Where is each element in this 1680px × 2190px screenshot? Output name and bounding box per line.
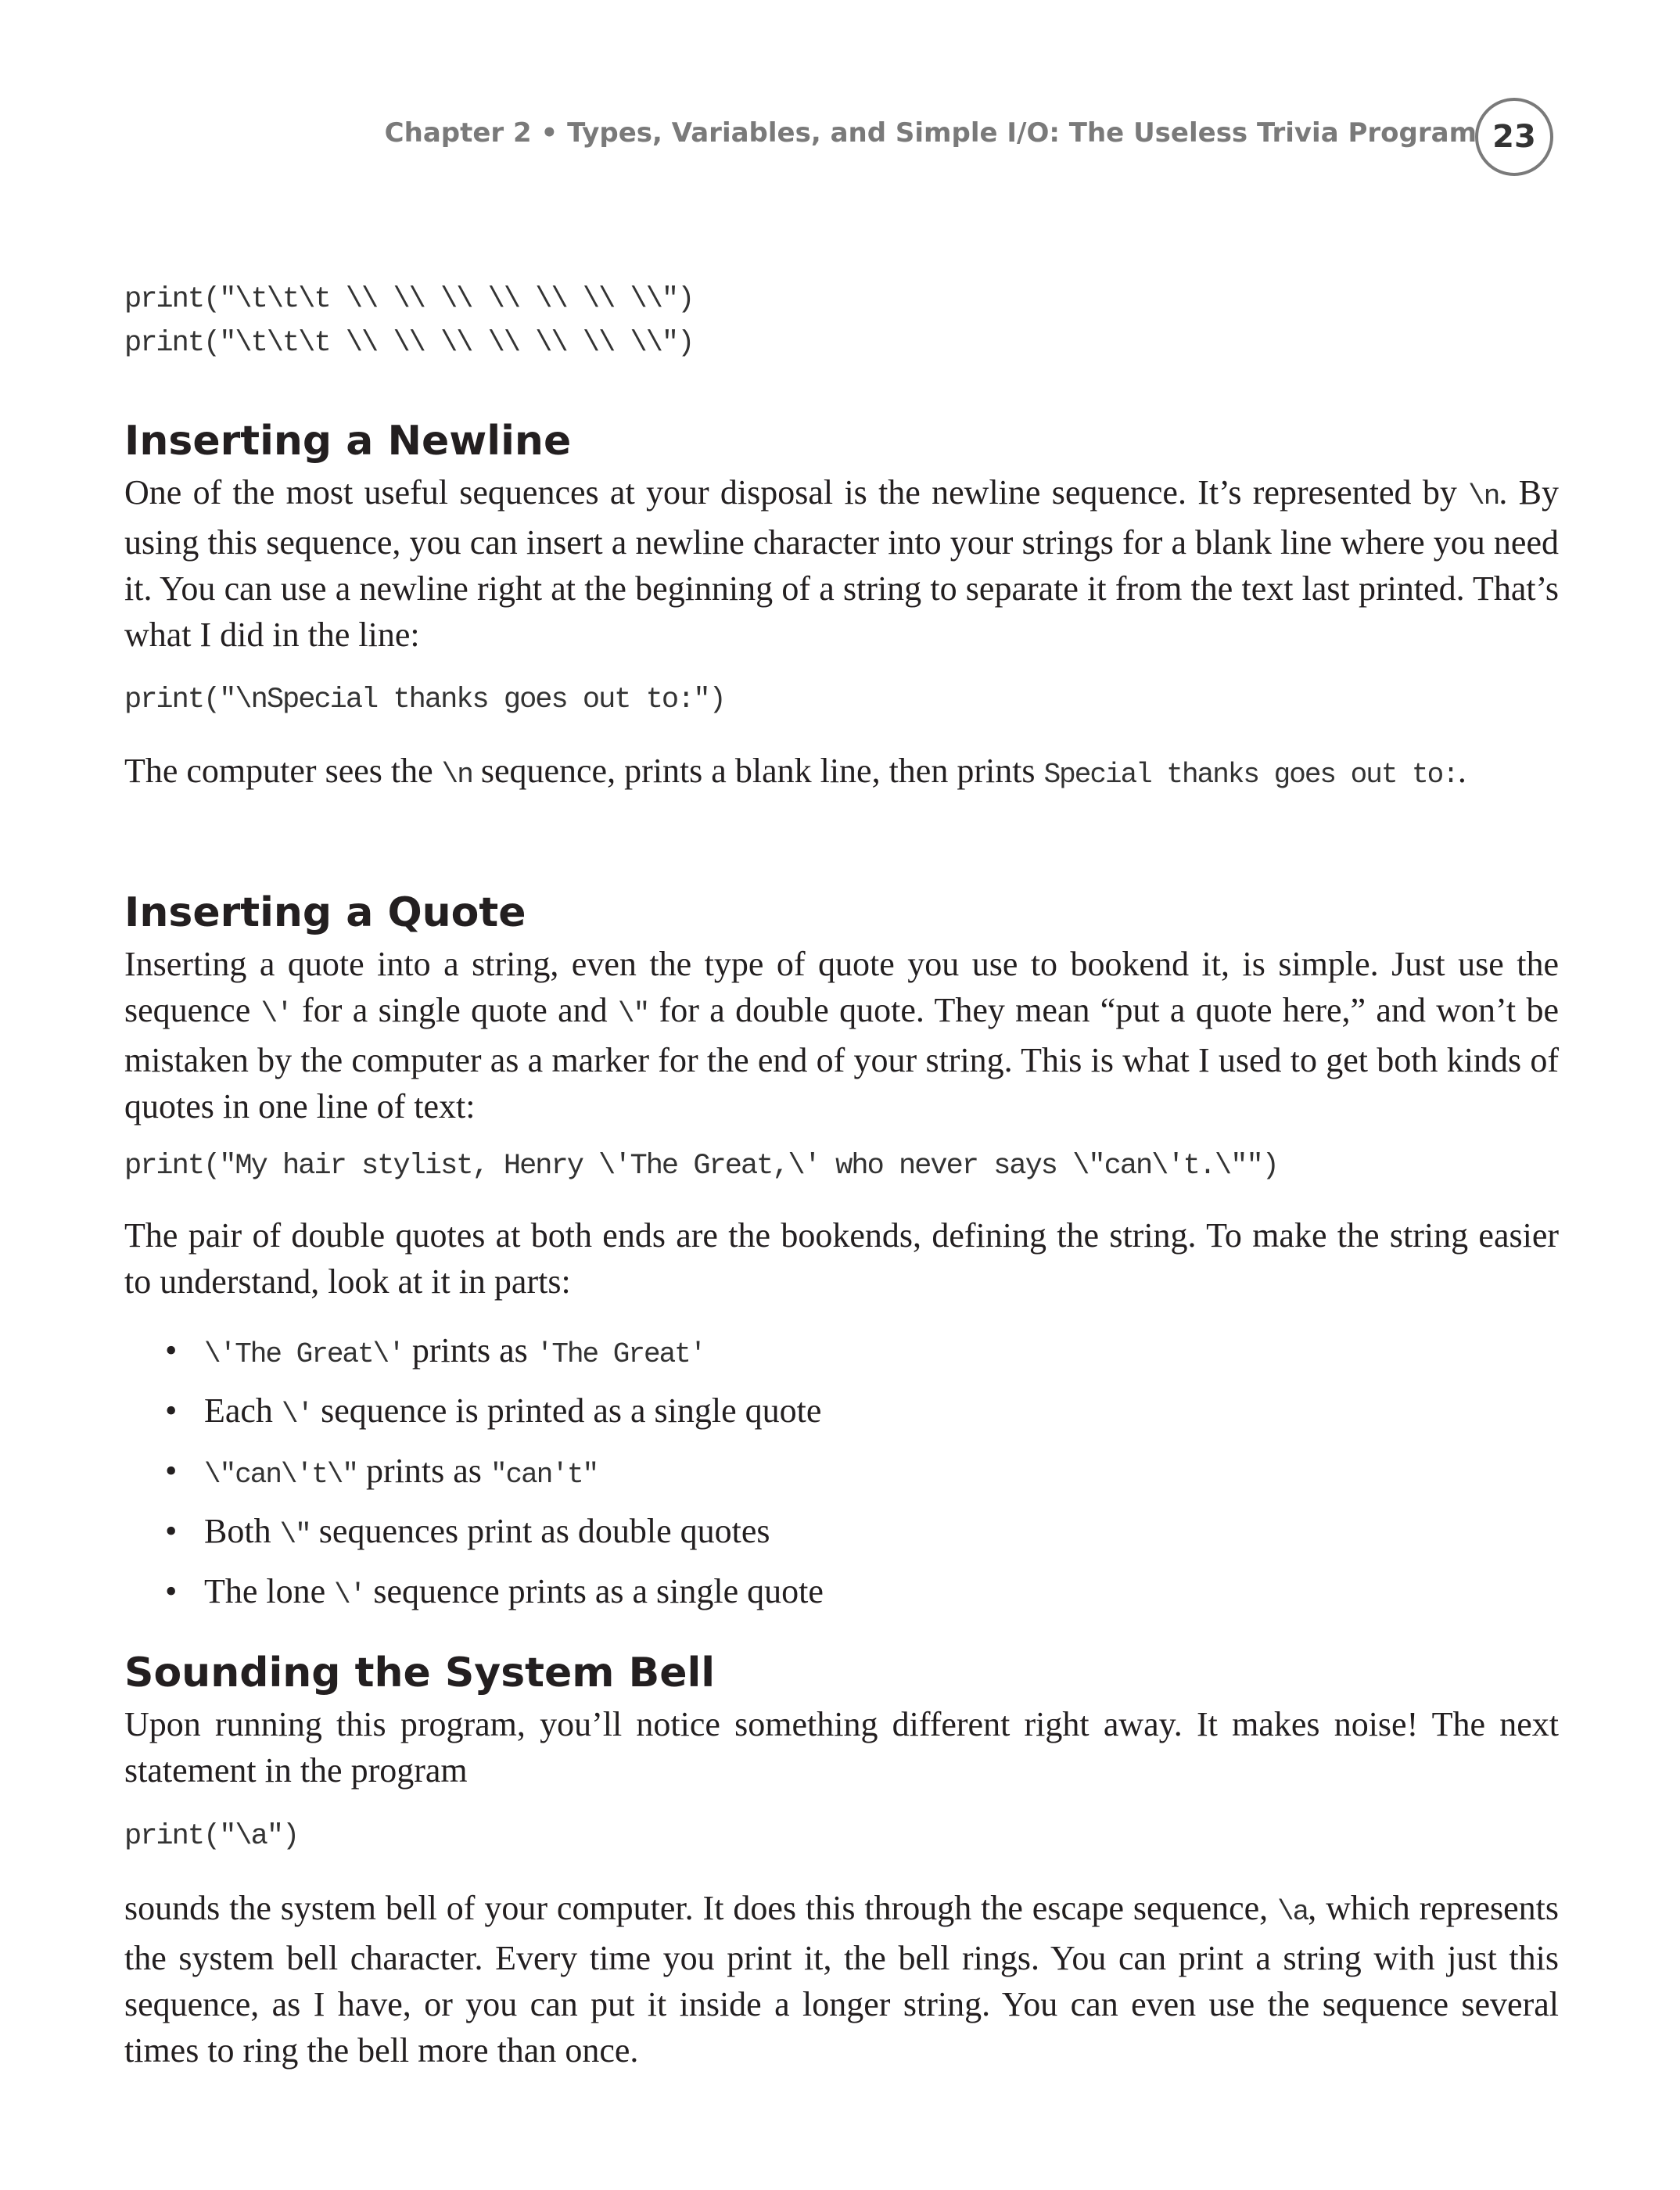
text-run: The pair of double quotes at both ends are the bookends, defining the string. To make the string easier to understand, look at it in parts: (124, 1216, 1559, 1301)
inline-code: "can't" (490, 1459, 598, 1491)
text-run: sequence, prints a blank line, then prints (472, 752, 1044, 790)
inline-code: \' (334, 1579, 365, 1611)
inline-code: \'The Great\' (204, 1338, 404, 1370)
running-header: Chapter 2 • Types, Variables, and Simple I/O: The Useless Trivia Program (384, 117, 1477, 149)
text-run: , which represents the system bell character. Every time you print it, the bell rings. You can print a string with just this sequence, as I have, or you can put it inside a longer string. You can even use the sequence several times to ring the bell more than once. (124, 1889, 1559, 2070)
list-item (124, 1564, 1559, 1624)
page-number: 23 (1475, 98, 1553, 176)
code-line: print("\nSpecial thanks goes out to:") (124, 684, 725, 716)
text-run: Each (204, 1391, 282, 1430)
paragraph (124, 1212, 1559, 1305)
text-run: The computer sees the (124, 752, 442, 790)
inline-code: \' (260, 998, 292, 1030)
text-run: sequences print as double quotes (310, 1512, 770, 1550)
paragraph (124, 1701, 1559, 1793)
paragraph (124, 1885, 1559, 2073)
text-run: Upon running this program, you’ll notice something different right away. It makes noise! The next statement in the program (124, 1705, 1559, 1790)
list-item (124, 1443, 1559, 1503)
paragraph (124, 469, 1559, 658)
code-line: print("\t\t\t \\ \\ \\ \\ \\ \\ \\") (124, 327, 694, 360)
paragraph (124, 941, 1559, 1129)
text-run: Both (204, 1512, 280, 1550)
paragraph (124, 748, 1559, 798)
code-line: print("\a") (124, 1820, 299, 1853)
inline-code: \" (618, 998, 649, 1030)
inline-code: 'The Great' (536, 1338, 705, 1370)
bullet-list (124, 1323, 1559, 1624)
text-run: prints as (403, 1331, 537, 1370)
code-line: print("\t\t\t \\ \\ \\ \\ \\ \\ \\") (124, 283, 694, 316)
code-line: print("My hair stylist, Henry \'The Great,\' who never says \"can\'t.\"") (124, 1150, 1278, 1183)
text-run: sequence prints as a single quote (364, 1572, 824, 1610)
text-run: for a double quote. They mean “put a quote here,” and won’t be mistaken by the computer as a marker for the end of your string. This is what I used to get both kinds of quotes in one line of text: (124, 991, 1559, 1126)
text-run: sequence is printed as a single quote (312, 1391, 822, 1430)
inline-code: \"can\'t\" (204, 1459, 358, 1491)
text-run: . (1457, 752, 1466, 790)
inline-code: \" (279, 1519, 311, 1551)
list-item (124, 1503, 1559, 1564)
text-run: prints as (357, 1452, 490, 1490)
list-item (124, 1323, 1559, 1383)
inline-code: \' (281, 1398, 313, 1431)
list-item (124, 1383, 1559, 1443)
inline-code: \n (441, 759, 472, 791)
text-run: The lone (204, 1572, 335, 1610)
inline-code: Special thanks goes out to: (1043, 759, 1458, 791)
text-run: for a single quote and (291, 991, 619, 1029)
text-run: One of the most useful sequences at your disposal is the newline sequence. It’s represented by (124, 473, 1469, 512)
heading-inserting-quote: Inserting a Quote (124, 889, 526, 936)
heading-sounding-system-bell: Sounding the System Bell (124, 1650, 716, 1696)
heading-inserting-newline: Inserting a Newline (124, 418, 572, 465)
inline-code: \a (1277, 1896, 1308, 1928)
text-run: Inserting a quote into a string, even the type of quote you use to bookend it, is simple. Just use the sequence (124, 945, 1559, 1029)
text-run: sounds the system bell of your computer. It does this through the escape sequence, (124, 1889, 1278, 1927)
text-run: . By using this sequence, you can insert a newline character into your strings for a blank line where you need it. You can use a newline right at the beginning of a string to separate it from the text last printed. That’s what I did in the line: (124, 473, 1559, 654)
inline-code: \n (1468, 480, 1499, 512)
